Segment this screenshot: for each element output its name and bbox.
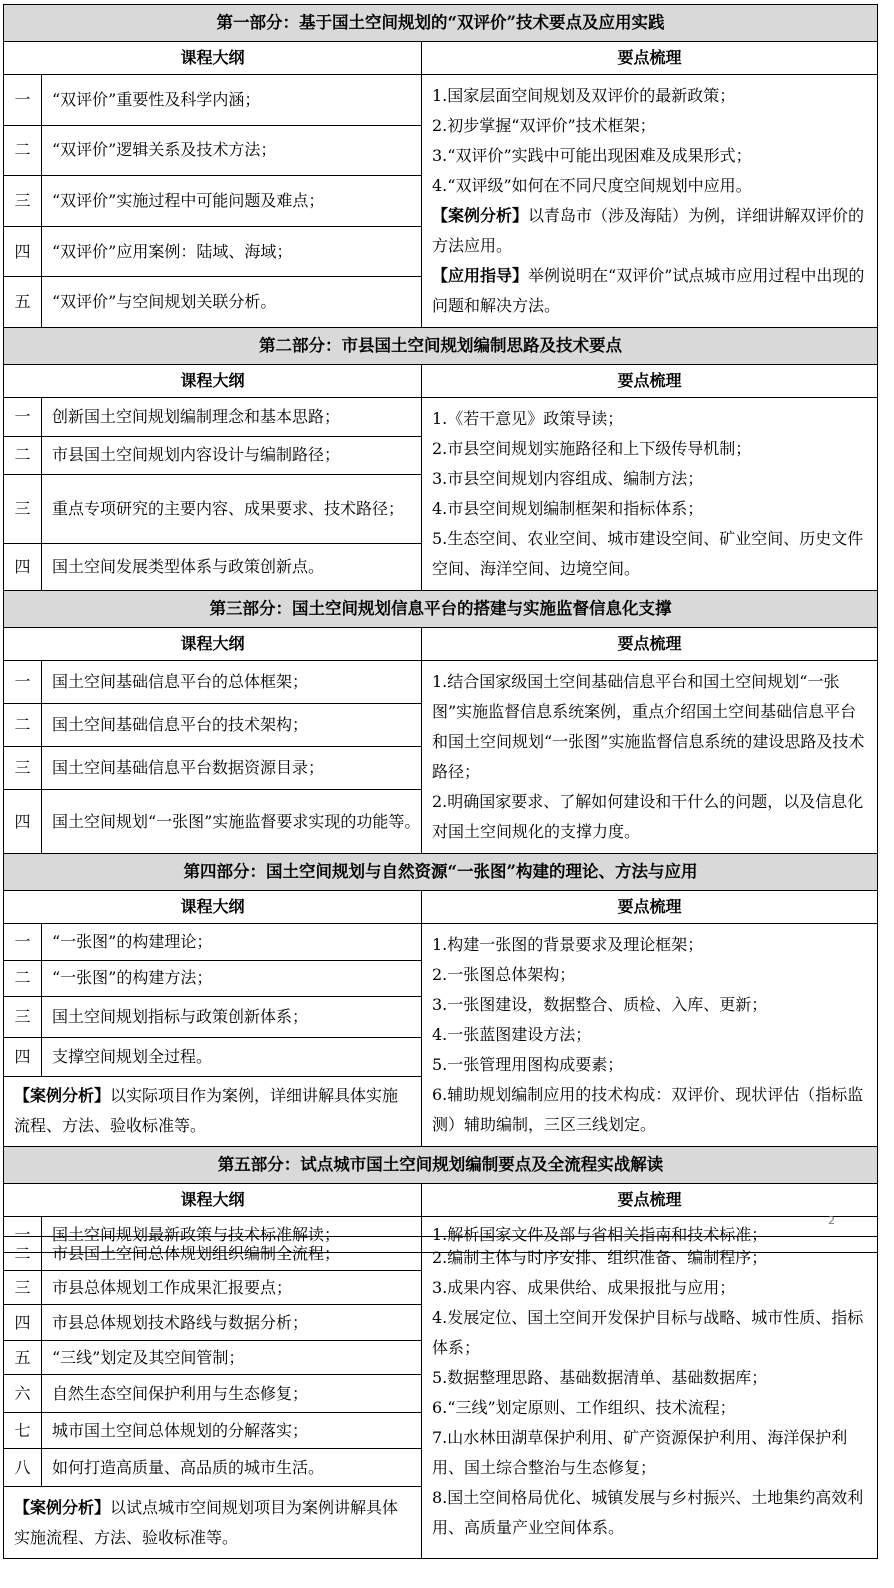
outline-number: 五 — [4, 277, 42, 328]
outline-item: “一张图”的构建方法； — [42, 960, 422, 997]
outline-number: 二 — [4, 960, 42, 997]
outline-number: 四 — [4, 790, 42, 854]
outline-item: “双评价”与空间规划关联分析。 — [42, 277, 422, 328]
point-item: 1.解析国家文件及部与省相关指南和技术标准； — [422, 1217, 878, 1253]
outline-item: 城市国土空间总体规划的分解落实； — [42, 1413, 422, 1449]
point-item: 2.编制主体与时序安排、组织准备、编制程序； — [432, 1248, 768, 1267]
points-header: 要点梳理 — [422, 628, 878, 661]
outline-header: 课程大纲 — [4, 628, 422, 661]
point-item: 3.市县空间规划内容组成、编制方法； — [432, 469, 704, 488]
point-item: 3.“双评价”实践中可能出现困难及成果形式； — [432, 146, 752, 165]
outline-item: 市县国土空间规划内容设计与编制路径； — [42, 436, 422, 475]
outline-item: “双评价”应用案例：陆域、海域； — [42, 226, 422, 277]
point-item: 6.辅助规划编制应用的技术构成：双评价、现状评估（指标监测）辅助编制，三区三线划定。 — [432, 1085, 864, 1134]
outline-item: 支撑空间规划全过程。 — [42, 1038, 422, 1077]
note-text: 以试点城市空间规划项目为案例讲解具体实施流程、方法、验收标准等。 — [14, 1497, 399, 1547]
outline-item: 国土空间规划指标与政策创新体系； — [42, 997, 422, 1038]
page-number: 2 — [828, 1214, 835, 1227]
point-item: 2.明确国家要求、了解如何建设和干什么的问题，以及信息化对国土空间规化的支撑力度。 — [432, 792, 864, 841]
outline-number: 一 — [4, 75, 42, 126]
points-header: 要点梳理 — [422, 42, 878, 75]
point-item: 4.发展定位、国土空间开发保护目标与战略、城市性质、指标体系； — [432, 1308, 864, 1357]
outline-item: “双评价”逻辑关系及技术方法； — [42, 125, 422, 176]
section-title: 第一部分：基于国土空间规划的“双评价”技术要点及应用实践 — [4, 5, 878, 42]
section-title: 第四部分：国土空间规划与自然资源“一张图”构建的理论、方法与应用 — [4, 854, 878, 891]
point-item: 6.“三线”划定原则、工作组织、技术流程； — [432, 1398, 736, 1417]
point-item: 1.《若干意见》政策导读； — [432, 409, 624, 428]
points-header: 要点梳理 — [422, 365, 878, 398]
outline-item: 国土空间基础信息平台的技术架构； — [42, 704, 422, 747]
point-item: 1.结合国家级国土空间基础信息平台和国土空间规划“一张图”实施监督信息系统案例，重点介绍国土空间基础信息平台和国土空间规划“一张图”实施监督信息系统的建设思路及技术路径； — [432, 672, 865, 781]
outline-number: 三 — [4, 1271, 42, 1305]
section-title: 第五部分：试点城市国土空间规划编制要点及全流程实战解读 — [4, 1147, 878, 1184]
outline-item: 市县总体规划技术路线与数据分析； — [42, 1305, 422, 1341]
outline-item: 自然生态空间保护利用与生态修复； — [42, 1375, 422, 1413]
note-tag: 【案例分析】 — [14, 1086, 111, 1106]
case-analysis-note — [432, 201, 867, 261]
outline-item: 创新国土空间规划编制理念和基本思路； — [42, 398, 422, 437]
case-analysis-note — [4, 1076, 422, 1146]
section-title: 第二部分：市县国土空间规划编制思路及技术要点 — [4, 328, 878, 365]
outline-item: “三线”划定及其空间管制； — [42, 1341, 422, 1375]
outline-item: 国土空间规划“一张图”实施监督要求实现的功能等。 — [42, 790, 422, 854]
outline-number: 一 — [4, 661, 42, 704]
outline-number: 三 — [4, 747, 42, 790]
outline-number: 三 — [4, 997, 42, 1038]
points-cell — [422, 398, 878, 591]
point-item: 8.国土空间格局优化、城镇发展与乡村振兴、土地集约高效利用、高质量产业空间体系。 — [432, 1488, 864, 1537]
curriculum-table-page2 — [3, 1236, 878, 1559]
curriculum-table-page1 — [3, 4, 878, 1253]
point-item: 3.一张图建设，数据整合、质检、入库、更新； — [432, 995, 768, 1014]
note-tag: 【应用指导】 — [432, 266, 529, 285]
outline-number: 四 — [4, 543, 42, 590]
point-item: 4.一张蓝图建设方法； — [432, 1025, 592, 1044]
point-item: 2.市县空间规划实施路径和上下级传导机制； — [432, 439, 752, 458]
outline-item: “双评价”重要性及科学内涵； — [42, 75, 422, 126]
point-item: 5.生态空间、农业空间、城市建设空间、矿业空间、历史文件空间、海洋空间、边境空间。 — [432, 529, 864, 578]
outline-header: 课程大纲 — [4, 1184, 422, 1217]
note-text: 以实际项目作为案例，详细讲解具体实施流程、方法、验收标准等。 — [14, 1086, 399, 1136]
outline-item: 国土空间基础信息平台的总体框架； — [42, 661, 422, 704]
points-cell — [422, 1237, 878, 1559]
application-guide-note — [432, 261, 867, 321]
outline-number: 八 — [4, 1449, 42, 1487]
points-cell — [422, 75, 878, 328]
outline-number: 二 — [4, 1237, 42, 1271]
point-item: 4.市县空间规划编制框架和指标体系； — [432, 499, 704, 518]
outline-number: 七 — [4, 1413, 42, 1449]
point-item: 2.一张图总体架构； — [432, 965, 576, 984]
point-item: 2.初步掌握“双评价”技术框架； — [432, 116, 656, 135]
outline-number: 四 — [4, 1038, 42, 1077]
outline-number: 三 — [4, 475, 42, 544]
outline-item: “一张图”的构建理论； — [42, 924, 422, 961]
point-item: 1.构建一张图的背景要求及理论框架； — [432, 935, 704, 954]
note-text: 以青岛市（涉及海陆）为例，详细讲解双评价的方法应用。 — [432, 206, 865, 255]
outline-number: 二 — [4, 436, 42, 475]
outline-item: 重点专项研究的主要内容、成果要求、技术路径； — [42, 475, 422, 544]
points-header: 要点梳理 — [422, 891, 878, 924]
point-item: 1.国家层面空间规划及双评价的最新政策； — [432, 86, 736, 105]
outline-item: 市县国土空间总体规划组织编制全流程； — [42, 1237, 422, 1271]
outline-header: 课程大纲 — [4, 365, 422, 398]
outline-number: 三 — [4, 176, 42, 227]
outline-item: 市县总体规划工作成果汇报要点； — [42, 1271, 422, 1305]
outline-number: 四 — [4, 226, 42, 277]
point-item: 3.成果内容、成果供给、成果报批与应用； — [432, 1278, 736, 1297]
outline-number: 五 — [4, 1341, 42, 1375]
note-tag: 【案例分析】 — [14, 1497, 111, 1517]
outline-item: 国土空间规划最新政策与技术标准解读； — [42, 1217, 422, 1253]
outline-number: 四 — [4, 1305, 42, 1341]
point-item: 4.“双评级”如何在不同尺度空间规划中应用。 — [432, 176, 752, 195]
points-cell — [422, 661, 878, 854]
outline-header: 课程大纲 — [4, 42, 422, 75]
point-item: 5.数据整理思路、基础数据清单、基础数据库； — [432, 1368, 768, 1387]
note-text: 举例说明在“双评价”试点城市应用过程中出现的问题和解决方法。 — [432, 266, 865, 315]
case-analysis-note — [4, 1487, 422, 1559]
outline-number: 一 — [4, 1217, 42, 1253]
point-item: 5.一张管理用图构成要素； — [432, 1055, 624, 1074]
outline-number: 一 — [4, 924, 42, 961]
outline-number: 六 — [4, 1375, 42, 1413]
section-title: 第三部分：国土空间规划信息平台的搭建与实施监督信息化支撑 — [4, 591, 878, 628]
note-tag: 【案例分析】 — [432, 206, 529, 225]
outline-number: 二 — [4, 125, 42, 176]
outline-header: 课程大纲 — [4, 891, 422, 924]
outline-item: “双评价”实施过程中可能问题及难点； — [42, 176, 422, 227]
outline-item: 如何打造高质量、高品质的城市生活。 — [42, 1449, 422, 1487]
outline-number: 一 — [4, 398, 42, 437]
points-header: 要点梳理 — [422, 1184, 878, 1217]
point-item: 7.山水林田湖草保护利用、矿产资源保护利用、海洋保护利用、国土综合整治与生态修复； — [432, 1428, 848, 1477]
outline-item: 国土空间发展类型体系与政策创新点。 — [42, 543, 422, 590]
outline-item: 国土空间基础信息平台数据资源目录； — [42, 747, 422, 790]
points-cell — [422, 924, 878, 1147]
outline-number: 二 — [4, 704, 42, 747]
